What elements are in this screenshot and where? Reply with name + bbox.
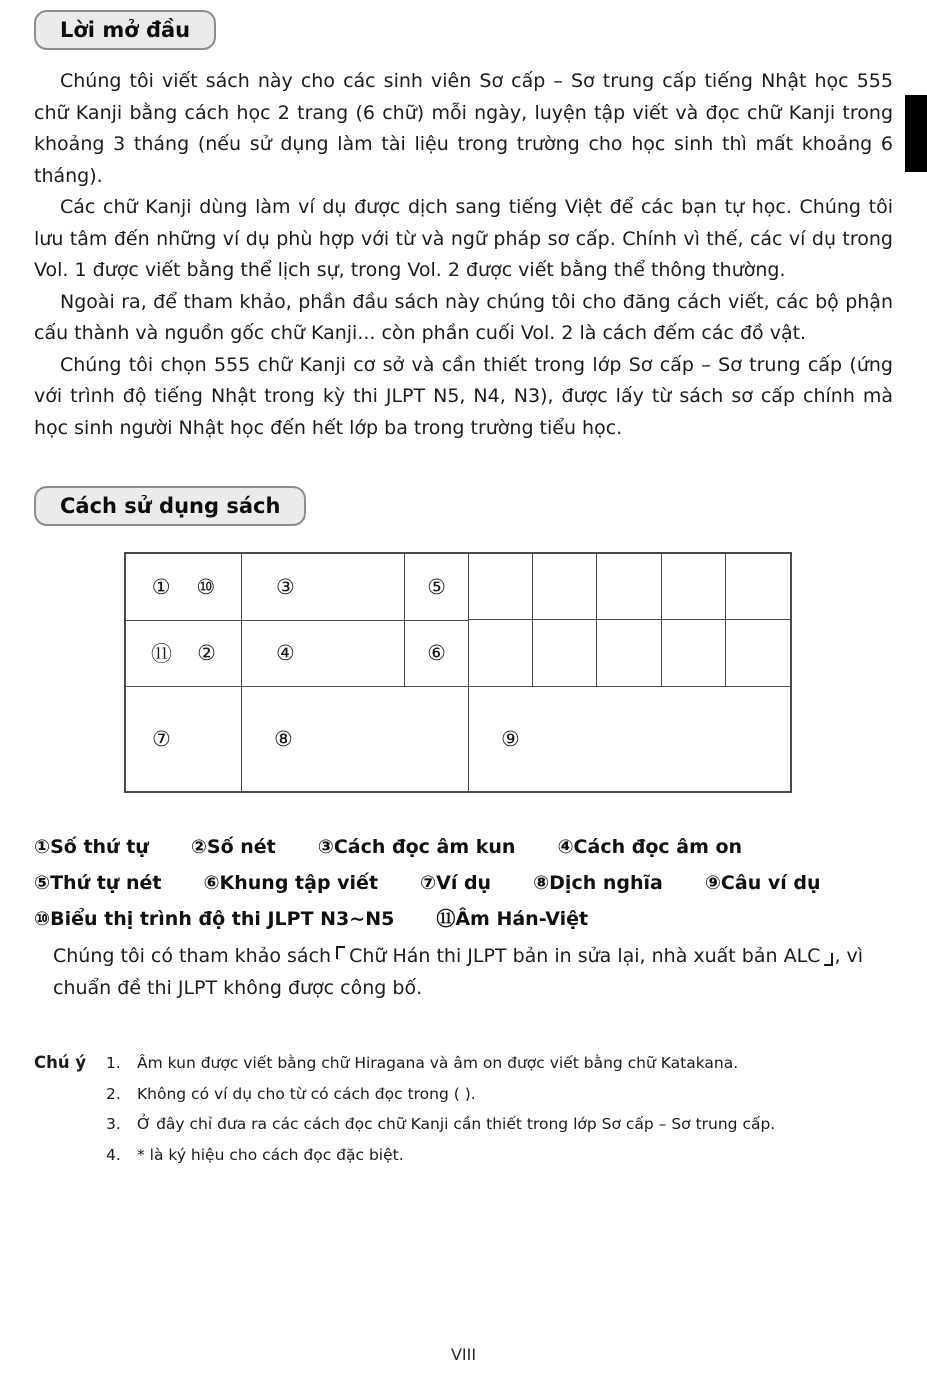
corner-bracket-open-icon — [336, 946, 345, 959]
legend-item: ①Số thứ tự — [34, 836, 149, 858]
diagram-cell-kun — [242, 554, 404, 621]
legend-item: ⑩Biểu thị trình độ thi JLPT N3~N5 — [34, 908, 395, 930]
note-item — [106, 1048, 893, 1079]
reference-note — [34, 941, 893, 1004]
diagram-column-strokes — [405, 554, 469, 686]
legend-item: ④Cách đọc âm on — [557, 836, 743, 858]
diagram-cell-example-sentence — [469, 687, 790, 791]
diagram-cell-translation — [242, 687, 469, 791]
diagram-practice-grid — [469, 554, 790, 686]
note-number: 2. — [106, 1084, 121, 1103]
note-number: 3. — [106, 1115, 121, 1133]
practice-cell — [597, 554, 661, 620]
legend-item: ③Cách đọc âm kun — [317, 836, 516, 858]
note-item — [106, 1109, 893, 1140]
page-layout-diagram — [124, 552, 792, 793]
practice-cell — [469, 620, 533, 686]
diagram-marker-8: ⑧ — [274, 727, 293, 751]
preface-paragraph-3: Ngoài ra, để tham khảo, phần đầu sách này chúng tôi cho đăng cách viết, các bộ phận cấu thành và nguồn gốc chữ Kanji... còn phần cuối Vol. 2 là cách đếm các đồ vật. — [34, 290, 893, 344]
practice-cell — [726, 554, 790, 620]
legend-line-3 — [34, 901, 893, 937]
diagram-marker-4: ④ — [276, 641, 295, 666]
practice-cell — [533, 620, 597, 686]
notes-list — [106, 1048, 893, 1170]
diagram-cell-on — [242, 621, 404, 687]
diagram-cell-example — [126, 687, 242, 791]
diagram-marker-7: ⑦ — [152, 727, 171, 751]
practice-cell — [533, 554, 597, 620]
usage-section — [34, 486, 893, 526]
diagram-bottom-block — [126, 687, 790, 791]
note-text: Ở đây chỉ đưa ra các cách đọc chữ Kanji cần thiết trong lớp Sơ cấp – Sơ trung cấp. — [137, 1115, 776, 1133]
note-text: Âm kun được viết bằng chữ Hiragana và âm on được viết bằng chữ Katakana. — [137, 1054, 739, 1072]
usage-title-badge: Cách sử dụng sách — [34, 486, 306, 526]
page-number: VIII — [450, 1345, 477, 1364]
diagram-cell-stroke-order — [405, 554, 468, 621]
legend-item: ⑪Âm Hán-Việt — [436, 908, 589, 930]
reference-text-after: , vì chuẩn đề thi JLPT không được công bố. — [53, 945, 864, 999]
diagram-legend — [34, 829, 893, 937]
corner-bracket-close-icon — [824, 953, 833, 966]
preface-paragraph-2: Các chữ Kanji dùng làm ví dụ được dịch sang tiếng Việt để các bạn tự học. Chúng tôi lưu tâm đến những ví dụ phù hợp với từ và ngữ pháp sơ cấp. Chính vì thế, các ví dụ trong Vol. 1 được viết bằng thể lịch sự, trong Vol. 2 được viết bằng thể thông thường. — [34, 196, 893, 281]
preface-section — [34, 10, 893, 444]
note-number: 1. — [106, 1054, 121, 1072]
diagram-marker-2: ② — [197, 641, 216, 666]
practice-cell — [597, 620, 661, 686]
preface-paragraph-4: Chúng tôi chọn 555 chữ Kanji cơ sở và cần thiết trong lớp Sơ cấp – Sơ trung cấp (ứng với trình độ tiếng Nhật trong kỳ thi JLPT N5, N4, N3), được lấy từ sách sơ cấp chính mà học sinh người Nhật học đến hết lớp ba trong trường tiểu học. — [34, 353, 893, 439]
note-text: * là ký hiệu cho cách đọc đặc biệt. — [137, 1145, 404, 1164]
practice-cell — [469, 554, 533, 620]
legend-item: ⑥Khung tập viết — [203, 872, 379, 894]
legend-item: ⑦Ví dụ — [420, 872, 492, 894]
practice-cell — [662, 620, 726, 686]
diagram-marker-11: ⑪ — [151, 642, 173, 667]
notes-label: Chú ý — [34, 1053, 87, 1072]
diagram-cell-row — [126, 621, 241, 687]
diagram-marker-6: ⑥ — [427, 641, 446, 666]
diagram-top-block — [126, 554, 790, 687]
note-item — [106, 1140, 893, 1171]
diagram-marker-9: ⑨ — [501, 727, 520, 751]
chapter-tab-marker — [905, 95, 927, 172]
practice-cell — [662, 554, 726, 620]
diagram-cell-writing-frame — [405, 621, 468, 687]
note-text: Không có ví dụ cho từ có cách đọc trong ( ). — [137, 1084, 476, 1103]
diagram-marker-5: ⑤ — [427, 574, 446, 599]
preface-paragraphs — [34, 66, 893, 444]
legend-item: ②Số nét — [190, 836, 276, 858]
diagram-column-readings — [242, 554, 405, 686]
note-item — [106, 1079, 893, 1110]
diagram-cell-row — [126, 554, 241, 621]
legend-item: ⑧Dịch nghĩa — [533, 872, 663, 894]
practice-cell — [726, 620, 790, 686]
reference-book-title: Chữ Hán thi JLPT bản in sửa lại, nhà xuất bản ALC — [349, 945, 821, 967]
diagram-marker-3: ③ — [276, 574, 295, 599]
diagram-marker-10: ⑩ — [196, 574, 216, 599]
legend-line-1 — [34, 829, 893, 865]
legend-line-2 — [34, 865, 893, 901]
reference-text-before: Chúng tôi có tham khảo sách — [53, 945, 332, 967]
preface-paragraph-1: Chúng tôi viết sách này cho các sinh viên Sơ cấp – Sơ trung cấp tiếng Nhật học 555 chữ Kanji bằng cách học 2 trang (6 chữ) mỗi ngày, luyện tập viết và đọc chữ Kanji trong khoảng 3 tháng (nếu sử dụng làm tài liệu trong trường cho học sinh thì mất khoảng 6 tháng). — [34, 70, 893, 187]
notes-section — [34, 1048, 893, 1170]
legend-item: ⑤Thứ tự nét — [34, 872, 162, 894]
diagram-column-number — [126, 554, 242, 686]
diagram-marker-1: ① — [151, 574, 171, 599]
legend-item: ⑨Câu ví dụ — [704, 872, 821, 894]
preface-title-badge: Lời mở đầu — [34, 10, 216, 50]
note-number: 4. — [106, 1145, 121, 1164]
